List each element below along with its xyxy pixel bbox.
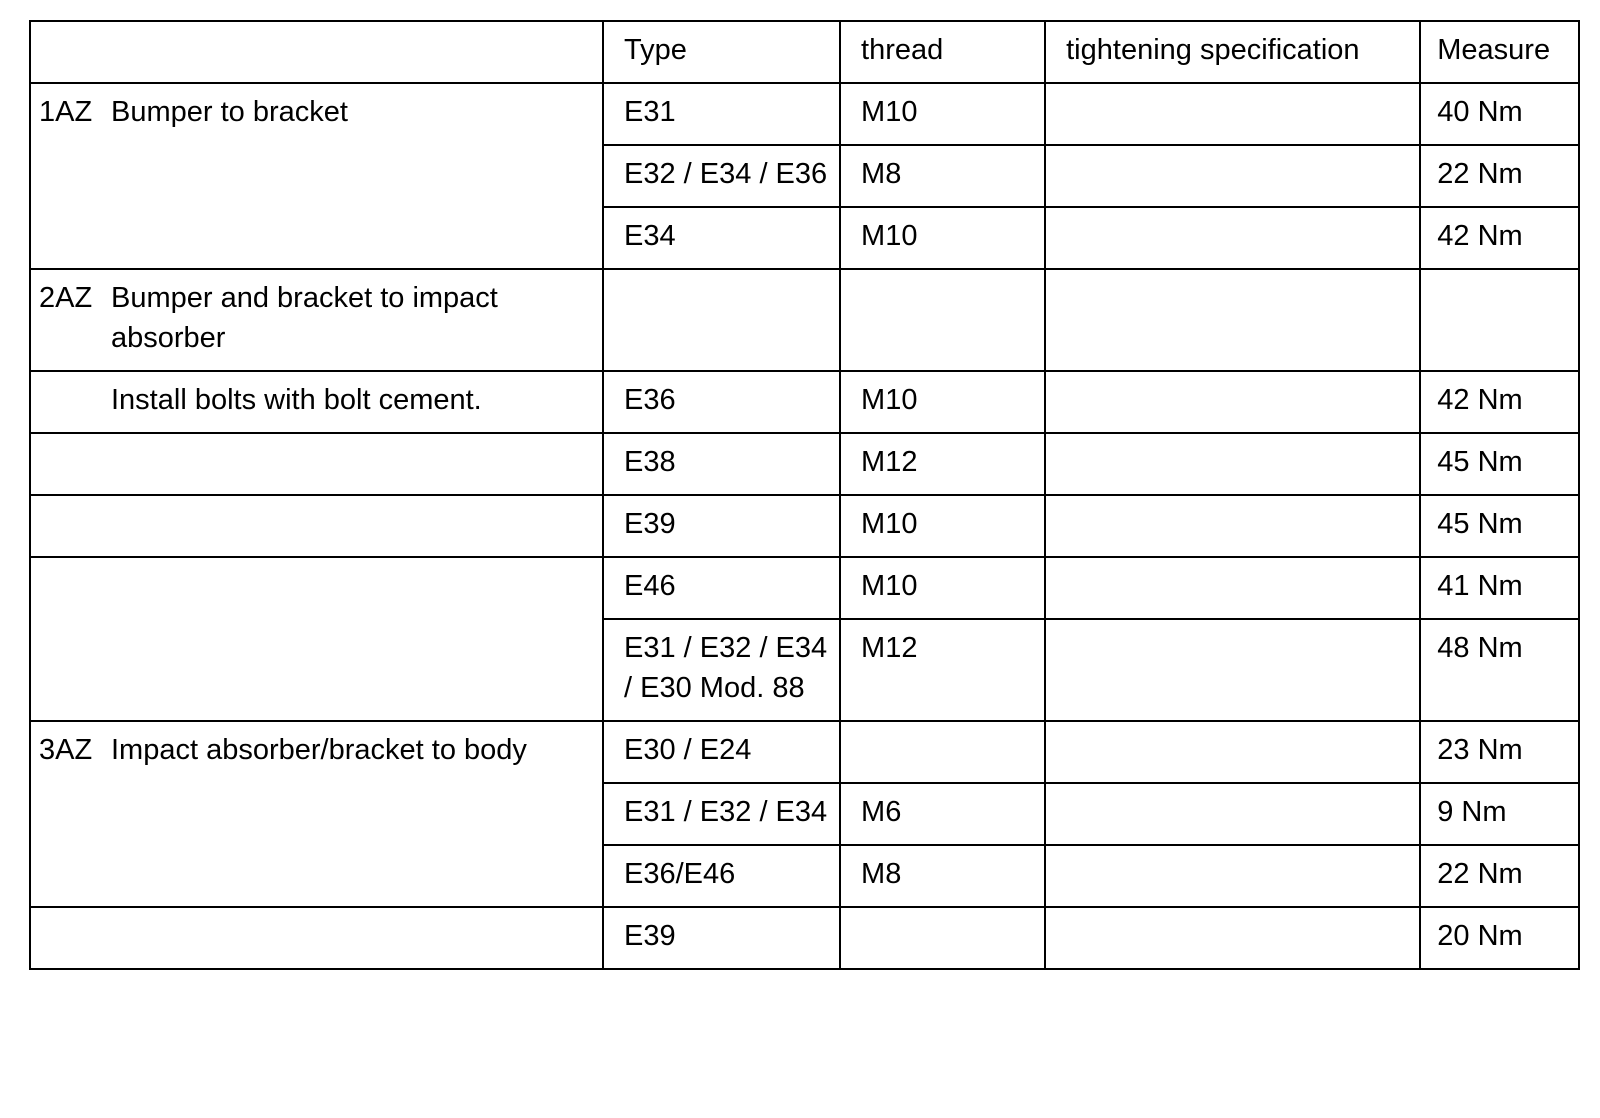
type-cell: E31 / E32 / E34 xyxy=(603,783,840,845)
thread-cell: M12 xyxy=(840,433,1045,495)
item-code: 3AZ xyxy=(39,734,93,766)
item-cell-empty xyxy=(30,495,603,557)
measure-cell: 22 Nm xyxy=(1420,145,1579,207)
item-code: 2AZ xyxy=(39,282,93,314)
type-cell: E39 xyxy=(603,495,840,557)
spec-cell xyxy=(1045,433,1420,495)
thread-cell xyxy=(840,907,1045,969)
type-cell: E36/E46 xyxy=(603,845,840,907)
spec-cell xyxy=(1045,907,1420,969)
thread-cell xyxy=(840,721,1045,783)
measure-cell: 42 Nm xyxy=(1420,371,1579,433)
item-code: 1AZ xyxy=(39,96,93,128)
item-cell-empty xyxy=(30,907,603,969)
item-description: Bumper to bracket xyxy=(111,96,348,128)
spec-cell xyxy=(1045,783,1420,845)
type-cell: E32 / E34 / E36 xyxy=(603,145,840,207)
type-cell: E30 / E24 xyxy=(603,721,840,783)
measure-cell: 42 Nm xyxy=(1420,207,1579,269)
spec-cell xyxy=(1045,845,1420,907)
header-row xyxy=(30,21,1579,83)
measure-cell: 20 Nm xyxy=(1420,907,1579,969)
type-cell: E39 xyxy=(603,907,840,969)
item-cell-1az xyxy=(30,83,603,269)
measure-cell: 22 Nm xyxy=(1420,845,1579,907)
spec-cell xyxy=(1045,371,1420,433)
thread-cell: M10 xyxy=(840,83,1045,145)
table-row xyxy=(30,721,1579,783)
header-thread: thread xyxy=(840,21,1045,83)
thread-cell: M6 xyxy=(840,783,1045,845)
table-row xyxy=(30,557,1579,619)
thread-cell: M10 xyxy=(840,207,1045,269)
spec-cell xyxy=(1045,557,1420,619)
table-row xyxy=(30,433,1579,495)
thread-cell: M8 xyxy=(840,145,1045,207)
thread-cell xyxy=(840,269,1045,371)
torque-spec-table xyxy=(29,20,1580,970)
type-cell: E46 xyxy=(603,557,840,619)
type-cell: E34 xyxy=(603,207,840,269)
table-row xyxy=(30,83,1579,145)
item-description: Impact absorber/bracket to body xyxy=(111,734,527,766)
type-cell xyxy=(603,269,840,371)
table-row xyxy=(30,269,1579,371)
spec-cell xyxy=(1045,495,1420,557)
spec-cell xyxy=(1045,207,1420,269)
spec-cell xyxy=(1045,83,1420,145)
item-note: Install bolts with bolt cement. xyxy=(111,384,482,416)
type-cell: E36 xyxy=(603,371,840,433)
spec-cell xyxy=(1045,619,1420,721)
measure-cell xyxy=(1420,269,1579,371)
thread-cell: M10 xyxy=(840,495,1045,557)
measure-cell: 9 Nm xyxy=(1420,783,1579,845)
thread-cell: M8 xyxy=(840,845,1045,907)
measure-cell: 48 Nm xyxy=(1420,619,1579,721)
type-cell: E38 xyxy=(603,433,840,495)
measure-cell: 45 Nm xyxy=(1420,495,1579,557)
item-cell-2az xyxy=(30,269,603,371)
table-row xyxy=(30,495,1579,557)
spec-cell xyxy=(1045,145,1420,207)
item-description: Bumper and bracket to impact absorber xyxy=(111,282,498,354)
type-cell: E31 / E32 / E34 / E30 Mod. 88 xyxy=(603,619,840,721)
measure-cell: 23 Nm xyxy=(1420,721,1579,783)
header-type: Type xyxy=(603,21,840,83)
thread-cell: M12 xyxy=(840,619,1045,721)
table-row xyxy=(30,907,1579,969)
type-cell: E31 xyxy=(603,83,840,145)
measure-cell: 45 Nm xyxy=(1420,433,1579,495)
header-item xyxy=(30,21,603,83)
spec-cell xyxy=(1045,721,1420,783)
header-tightening-specification: tightening specification xyxy=(1045,21,1420,83)
thread-cell: M10 xyxy=(840,371,1045,433)
item-cell-3az xyxy=(30,721,603,907)
spec-cell xyxy=(1045,269,1420,371)
item-cell-empty xyxy=(30,433,603,495)
thread-cell: M10 xyxy=(840,557,1045,619)
item-note-cell xyxy=(30,371,603,433)
measure-cell: 40 Nm xyxy=(1420,83,1579,145)
measure-cell: 41 Nm xyxy=(1420,557,1579,619)
item-cell-empty xyxy=(30,557,603,721)
header-measure: Measure xyxy=(1420,21,1579,83)
table-row xyxy=(30,371,1579,433)
